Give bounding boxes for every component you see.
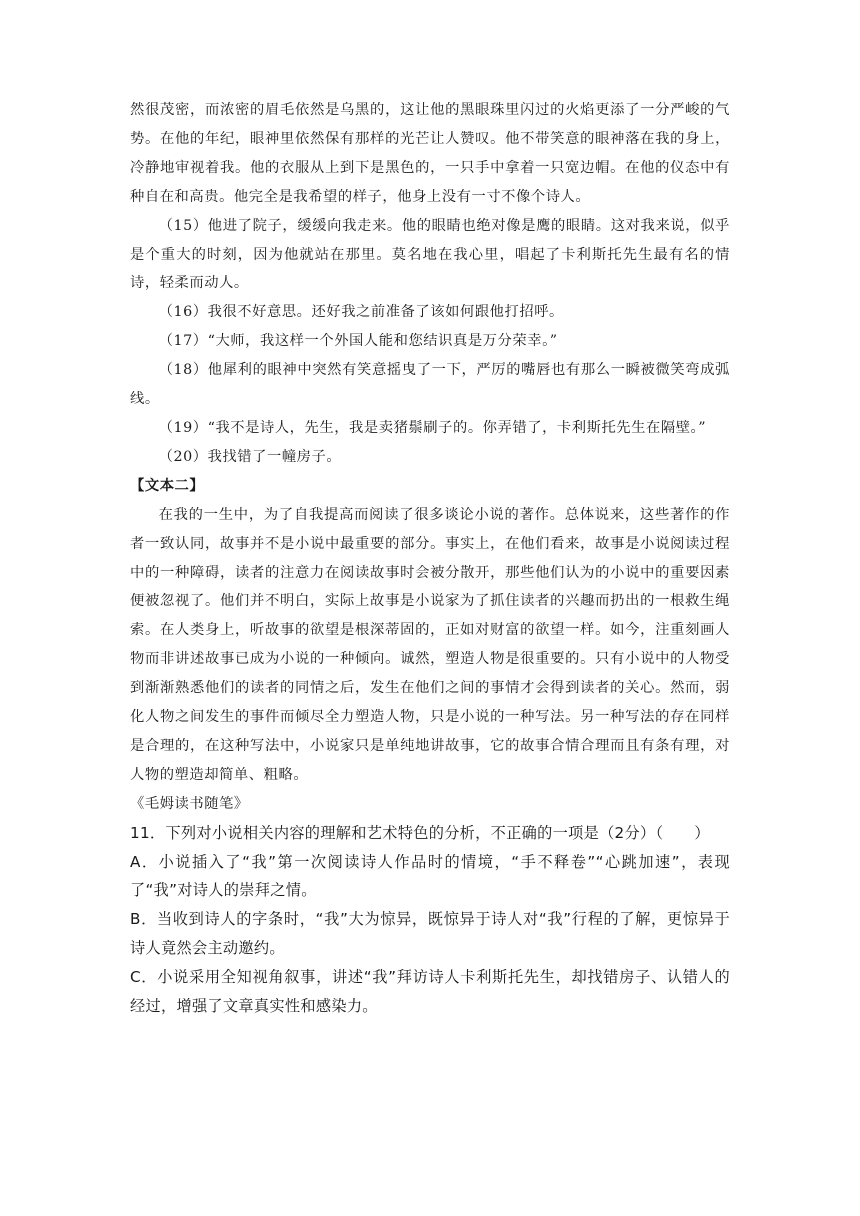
question-11-option-c: C．小说采用全知视角叙事，讲述“我”拜访诗人卡利斯托先生，却找错房子、认错人的经过，增强了文章真实性和感染力。 — [130, 968, 730, 1016]
text2-body: 在我的一生中，为了自我提高而阅读了很多谈论小说的著作。总体说来，这些著作的作者一致认同，故事并不是小说中最重要的部分。事实上，在他们看来，故事是小说阅读过程中的一种障碍，读者的注意力在阅读故事时会被分散开，那些他们认为的小说中的重要因素便被忽视了。他们并不明白，实际上故事是小说家为了抓住读者的兴趣而扔出的一根救生绳索。在人类身上，听故事的欲望是根深蒂固的，正如对财富的欲望一样。如今，注重刻画人物而非讲述故事已成为小说的一种倾向。诚然，塑造人物是很重要的。只有小说中的人物受到渐渐熟悉他们的读者的同情之后，发生在他们之间的事情才会得到读者的关心。然而，弱化人物之间发生的事件而倾尽全力塑造人物，只是小说的一种写法。另一种写法的存在同样是合理的，在这种写法中，小说家只是单纯地讲故事，它的故事合情合理而且有条有理，对人物的塑造却简单、粗略。 — [130, 506, 730, 783]
text1-paragraph-16: （16）我很不好意思。还好我之前准备了该如何跟他打招呼。 — [158, 304, 564, 321]
text1-paragraph-19: （19）“我不是诗人，先生，我是卖猪鬃刷子的。你弄错了，卡利斯托先生在隔壁。” — [158, 419, 707, 436]
text2-heading: 【文本二】 — [130, 477, 205, 494]
question-11-option-a: A．小说插入了“我”第一次阅读诗人作品时的情境，“手不释卷”“心跳加速”，表现了“我”对诗人的崇拜之情。 — [130, 852, 730, 900]
text1-paragraph-14-end: 然很茂密，而浓密的眉毛依然是乌黑的，这让他的黑眼珠里闪过的火焰更添了一分严峻的气势。在他的年纪，眼神里依然保有那样的光芒让人赞叹。他不带笑意的眼神落在我的身上，冷静地审视着我。他的衣服从上到下是黑色的，一只手中拿着一只宽边帽。在他的仪态中有种自在和高贵。他完全是我希望的样子，他身上没有一寸不像个诗人。 — [130, 102, 730, 205]
text1-paragraph-20: （20）我找错了一幢房子。 — [158, 448, 342, 465]
text2-source: 《毛姆读书随笔》 — [130, 795, 249, 812]
text1-paragraph-15: （15）他进了院子，缓缓向我走来。他的眼睛也绝对像是鹰的眼睛。这对我来说，似乎是个重大的时刻，因为他就站在那里。莫名地在我心里，唱起了卡利斯托先生最有名的情诗，轻柔而动人。 — [130, 217, 730, 292]
question-11-option-b: B．当收到诗人的字条时，“我”大为惊异，既惊异于诗人对“我”行程的了解，更惊异于诗人竟然会主动邀约。 — [130, 910, 730, 958]
text1-paragraph-17: （17）“大师，我这样一个外国人能和您结识真是万分荣幸。” — [158, 333, 558, 350]
question-11-stem: 11．下列对小说相关内容的理解和艺术特色的分析，不正确的一项是（2分）（ ） — [130, 823, 710, 842]
question-11 — [130, 819, 730, 1021]
document-content — [130, 96, 730, 1021]
text1-paragraph-18: （18）他犀利的眼神中突然有笑意摇曳了一下，严厉的嘴唇也有那么一瞬被微笑弯成弧线。 — [130, 362, 730, 408]
